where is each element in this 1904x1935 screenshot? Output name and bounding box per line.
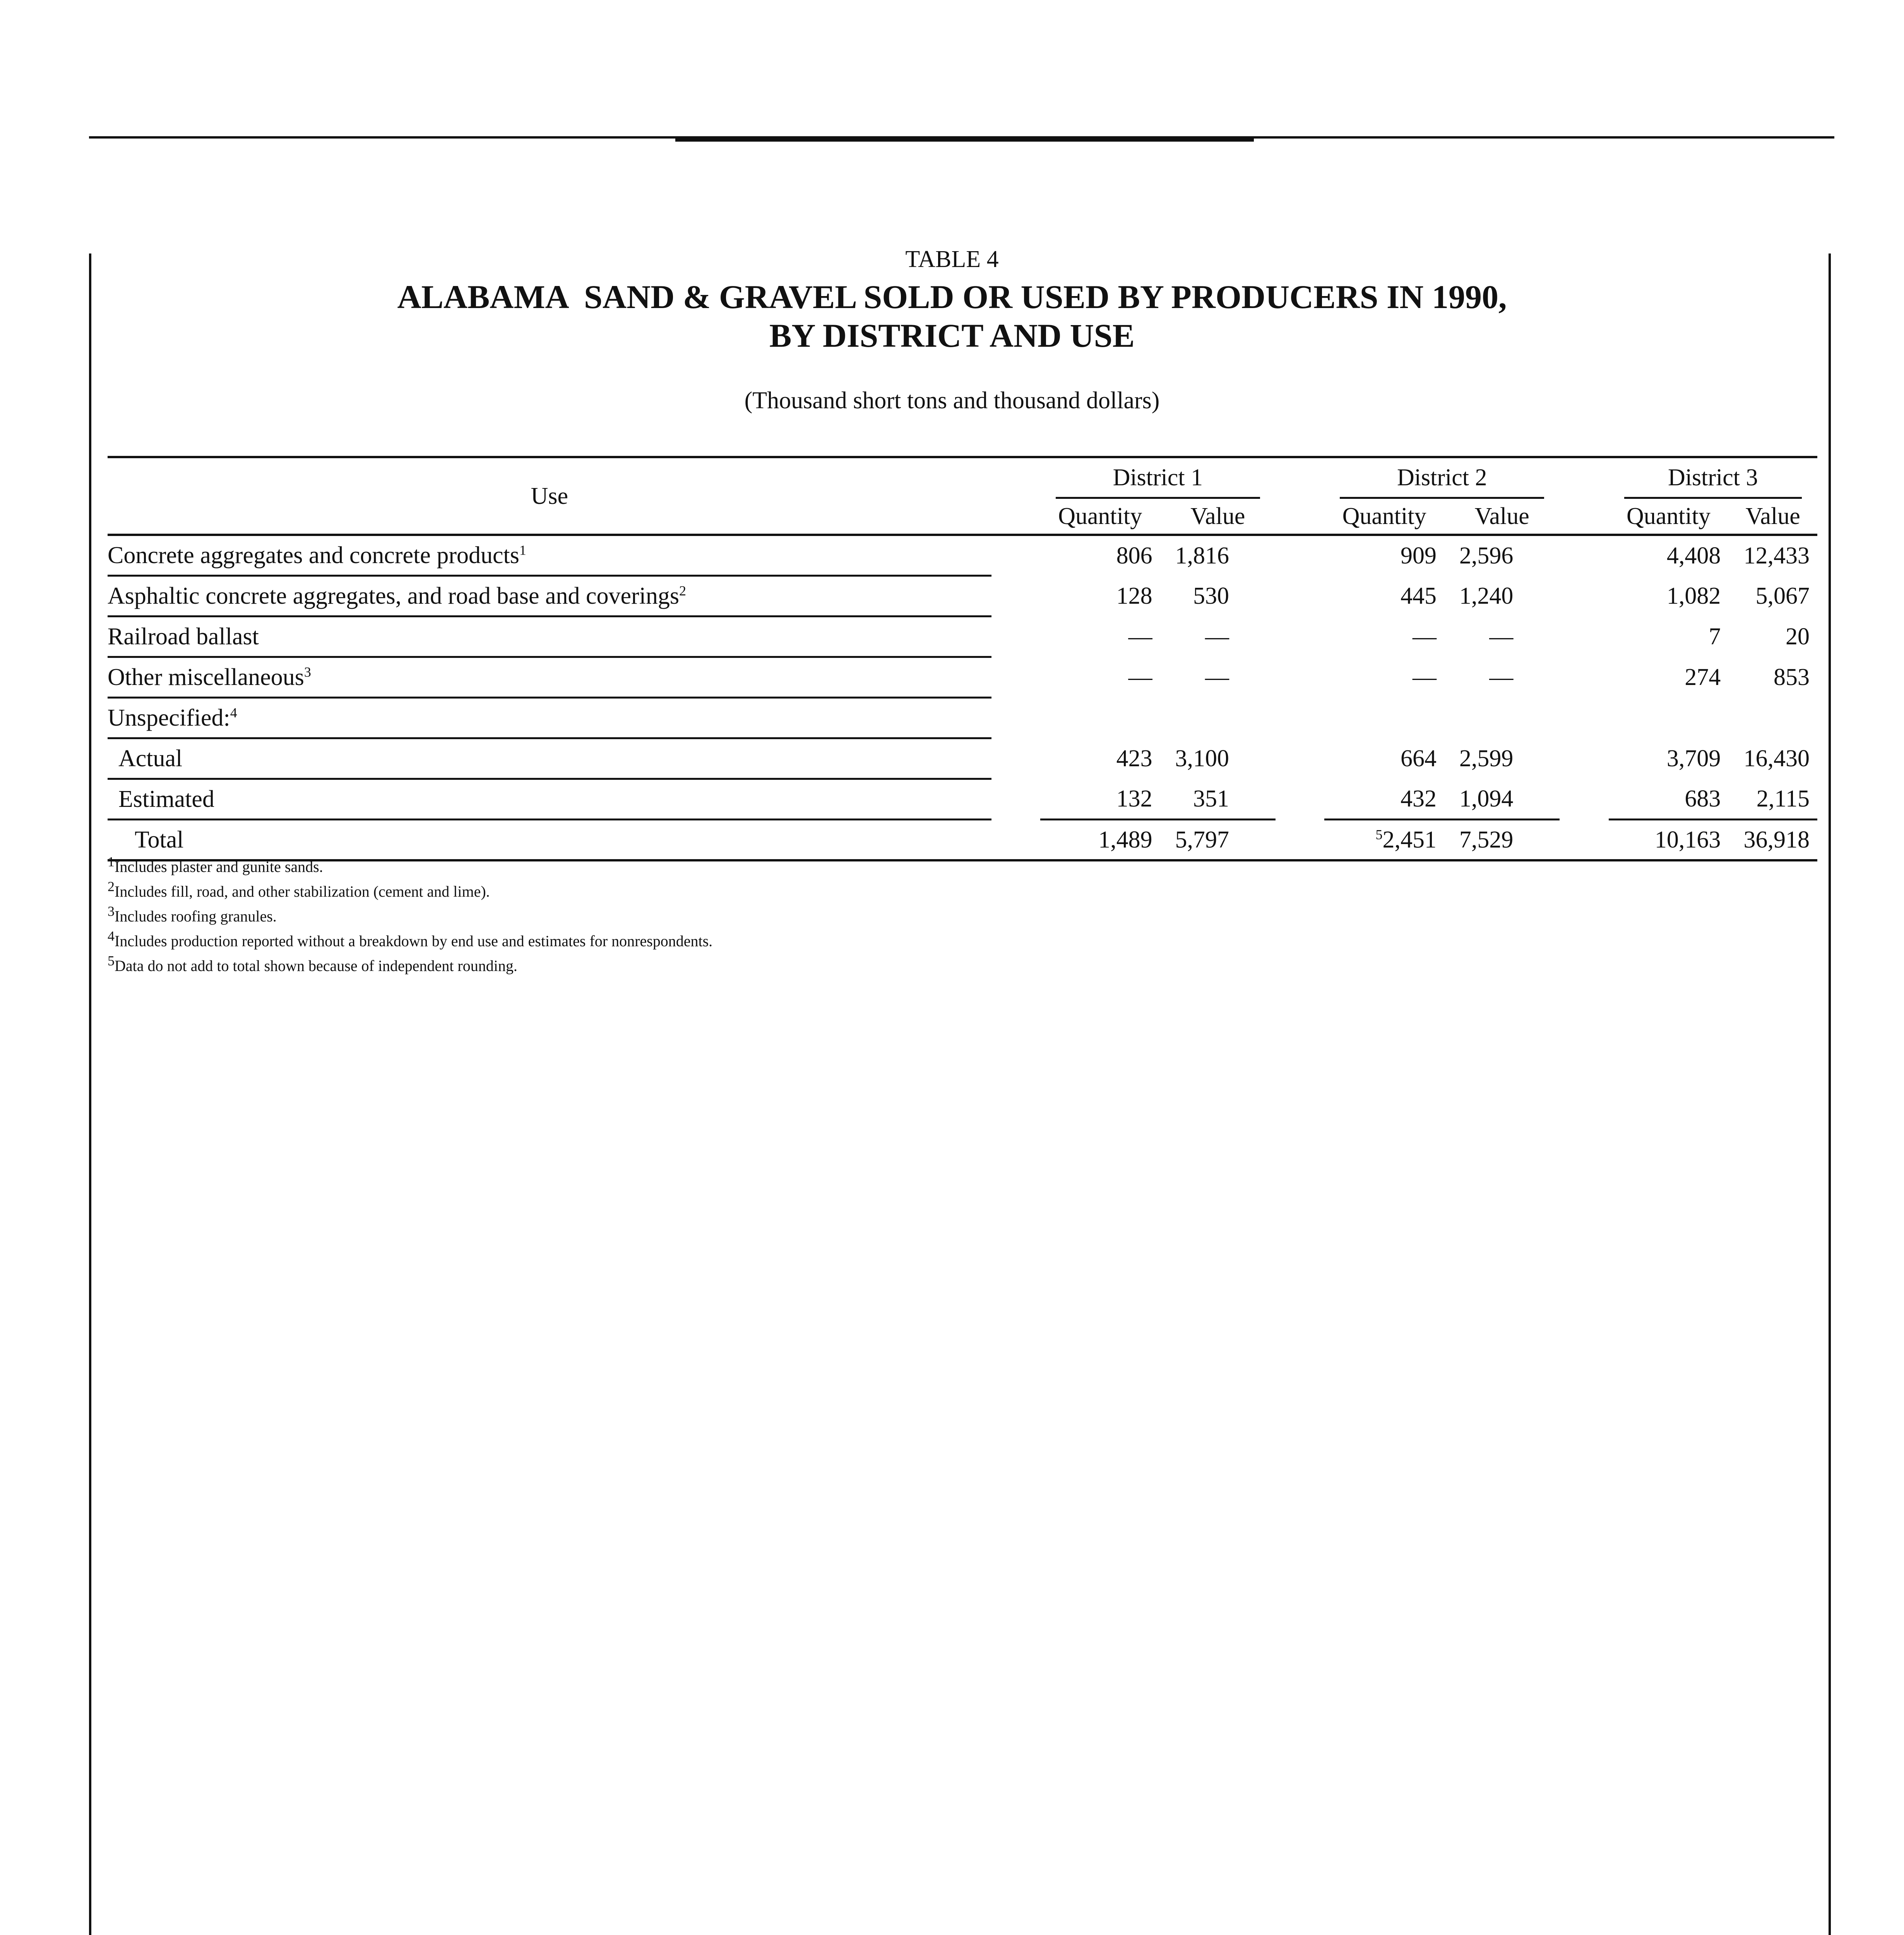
- table-row: [108, 698, 1817, 738]
- top-rule-heavy-segment: [675, 136, 1254, 142]
- cell: 16,430: [1743, 745, 1810, 772]
- cell: 7: [1709, 623, 1721, 650]
- cell: 12,433: [1743, 543, 1810, 569]
- footnote-ref: 5: [1375, 827, 1383, 842]
- cell: 853: [1774, 664, 1810, 690]
- cell: —: [1489, 664, 1514, 690]
- cell: 351: [1193, 785, 1229, 812]
- footnote-ref: 4: [230, 705, 237, 721]
- right-margin-rule: [1829, 253, 1831, 1935]
- cell: 5,067: [1755, 583, 1810, 609]
- cell: 3,100: [1175, 745, 1229, 772]
- data-table: [108, 456, 1817, 861]
- table-row: [108, 535, 1817, 576]
- district-1-quantity-header: Quantity: [1040, 499, 1160, 535]
- footnote-ref: 2: [679, 583, 687, 599]
- footnote-ref: 1: [519, 542, 526, 558]
- cell: —: [1489, 623, 1514, 650]
- footnote: $^2$Includes fill, road, and other stabilization (cement and lime).: [108, 878, 490, 900]
- row-label: Railroad ballast: [108, 623, 259, 650]
- district-3-header: District 3: [1609, 457, 1817, 499]
- cell: 2,596: [1459, 543, 1514, 569]
- district-3-value-header: Value: [1728, 499, 1817, 535]
- footnote-ref: 3: [304, 664, 311, 680]
- cell: 132: [1116, 785, 1152, 812]
- table-number: TABLE 4: [905, 246, 999, 272]
- footnote: $^5$Data do not add to total shown because of independent rounding.: [108, 953, 517, 974]
- cell: —: [1128, 623, 1152, 650]
- footnotes: [108, 854, 712, 978]
- cell: 20: [1786, 623, 1810, 650]
- cell: 1,240: [1459, 583, 1514, 609]
- table-title-line-2: BY DISTRICT AND USE: [769, 317, 1135, 354]
- cell: 432: [1401, 785, 1437, 812]
- cell: —: [1205, 664, 1229, 690]
- cell: 36,918: [1728, 820, 1817, 861]
- cell: 445: [1401, 583, 1437, 609]
- cell: 7,529: [1444, 820, 1560, 861]
- row-label: Unspecified:: [108, 705, 230, 731]
- cell: —: [1205, 623, 1229, 650]
- cell: 4,408: [1666, 543, 1721, 569]
- cell: —: [1413, 623, 1437, 650]
- cell: 1,816: [1175, 543, 1229, 569]
- cell: 806: [1116, 543, 1152, 569]
- cell: 683: [1685, 785, 1721, 812]
- footnote: $^1$Includes plaster and gunite sands.: [108, 854, 323, 875]
- cell: —: [1128, 664, 1152, 690]
- cell: 1,489: [1040, 820, 1160, 861]
- district-2-header: District 2: [1324, 457, 1560, 499]
- district-2-value-header: Value: [1444, 499, 1560, 535]
- cell: —: [1413, 664, 1437, 690]
- cell: $^5$2,451: [1324, 820, 1444, 861]
- table-row: [108, 576, 1817, 616]
- cell: 423: [1116, 745, 1152, 772]
- cell: 5,797: [1160, 820, 1276, 861]
- district-1-header: District 1: [1040, 457, 1276, 499]
- units-note: (Thousand short tons and thousand dollars): [744, 387, 1160, 414]
- cell: 1,094: [1459, 785, 1514, 812]
- use-column-header: Use: [108, 457, 991, 535]
- cell: 1,082: [1666, 583, 1721, 609]
- table-row: [108, 616, 1817, 657]
- row-label: Actual: [108, 738, 991, 779]
- cell: 664: [1401, 745, 1437, 772]
- cell: 274: [1685, 664, 1721, 690]
- cell: 10,163: [1609, 820, 1729, 861]
- table-row: [108, 779, 1817, 820]
- cell: 3,709: [1666, 745, 1721, 772]
- district-3-quantity-header: Quantity: [1609, 499, 1729, 535]
- cell: 2,599: [1459, 745, 1514, 772]
- cell: 909: [1401, 543, 1437, 569]
- left-margin-rule: [89, 253, 91, 1935]
- district-1-value-header: Value: [1160, 499, 1276, 535]
- table-row: [108, 738, 1817, 779]
- row-label: Total: [108, 820, 991, 861]
- footnote: $^4$Includes production reported without a breakdown by end use and estimates for nonrespondents.: [108, 928, 713, 950]
- footnote: $^3$Includes roofing granules.: [108, 903, 277, 925]
- row-label: Estimated: [108, 779, 991, 820]
- row-label: Asphaltic concrete aggregates, and road base and coverings: [108, 583, 680, 609]
- table-title-line-1: ALABAMA SAND & GRAVEL SOLD OR USED BY PRODUCERS IN 1990,: [397, 278, 1507, 315]
- row-label: Concrete aggregates and concrete products: [108, 542, 519, 569]
- table-row: [108, 657, 1817, 698]
- cell: 2,115: [1756, 785, 1810, 812]
- cell: 128: [1116, 583, 1152, 609]
- cell: 530: [1193, 583, 1229, 609]
- district-2-quantity-header: Quantity: [1324, 499, 1444, 535]
- row-label: Other miscellaneous: [108, 664, 304, 690]
